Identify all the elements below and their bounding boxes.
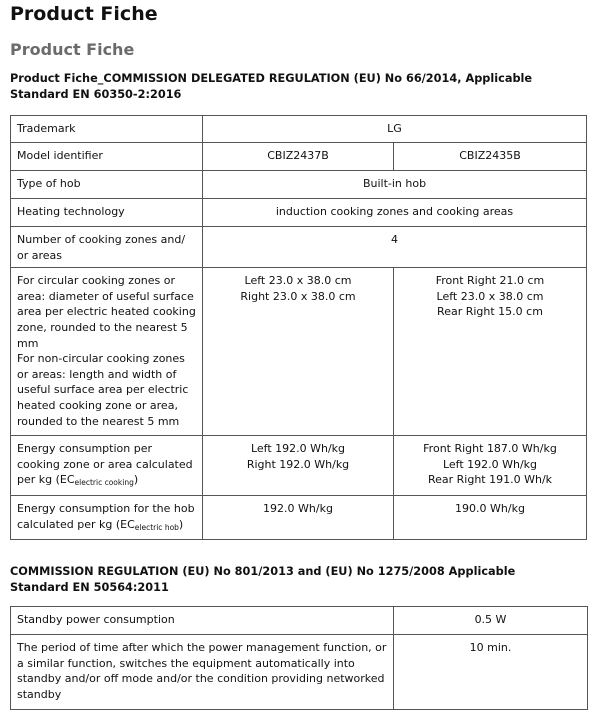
table-row-period: [11, 635, 588, 710]
hob-type-value: Built-in hob: [362, 177, 427, 190]
energy-zone-a-left: Left 192.0 Wh/kg: [250, 442, 346, 456]
table-row-heating: [11, 199, 587, 227]
table-row-zones: [11, 227, 587, 268]
energy-zone-b-cell: [394, 436, 587, 496]
energy-zone-label: Energy consumption per cooking zone or area calculated per kg $(EC_{electric cooking})$: [17, 442, 193, 488]
energy-hob-a-value: 192.0 Wh/kg: [263, 502, 333, 516]
table-row-dimensions: [11, 268, 587, 436]
heating-label: Heating technology: [17, 205, 125, 218]
dimensions-label-noncircular: For non-circular cooking zones or areas: length and width of useful surface area per electric heated cooking zone or area, rounded to the nearest 5 mm: [17, 352, 189, 428]
period-label: The period of time after which the power management function, or a similar function, switches the equipment automatically into standby and/or off mode and/or the condition providing networked standby: [17, 641, 387, 701]
trademark-label-cell: [11, 116, 203, 143]
standby-label: Standby power consumption: [17, 613, 175, 626]
period-value-cell: [394, 635, 588, 710]
zones-label-cell: [11, 227, 203, 268]
table-row-energy-hob: [11, 496, 587, 540]
model-b-value: CBIZ2435B: [459, 149, 521, 162]
energy-zone-b-left: Left 192.0 Wh/kg: [442, 457, 538, 471]
hob-type-label-cell: [11, 171, 203, 199]
standby-table: [10, 606, 588, 710]
standby-label-cell: [11, 607, 394, 635]
trademark-label: Trademark: [17, 122, 76, 135]
page-title: Product Fiche: [10, 3, 158, 25]
model-label: Model identifier: [17, 149, 103, 162]
energy-zone-b-rear-right: Rear Right 191.0 Wh/k: [427, 473, 553, 487]
heating-value-cell: [203, 199, 587, 227]
trademark-value: LG: [387, 122, 402, 135]
dimensions-label-circular: For circular cooking zones or area: diameter of useful surface area per electric heated cooking zone, rounded to the nearest 5 mm: [17, 274, 196, 350]
energy-zone-a-right: Right 192.0 Wh/kg: [246, 457, 350, 471]
page-subtitle: Product Fiche: [10, 40, 135, 59]
model-label-cell: [11, 143, 203, 171]
energy-hob-b-cell: [394, 496, 587, 540]
dimensions-b-left: Left 23.0 x 38.0 cm: [436, 289, 544, 303]
model-a-cell: [203, 143, 394, 171]
period-label-cell: [11, 635, 394, 710]
standby-value: 0.5 W: [474, 613, 507, 626]
section-heading-regulation-66: Product Fiche_COMMISSION DELEGATED REGULATION (EU) No 66/2014, Applicable Standard EN 60350-2:2016: [10, 72, 533, 101]
energy-hob-label: Energy consumption for the hob calculated per kg $(EC_{electric hob})$: [17, 502, 195, 532]
period-value: 10 min.: [469, 641, 512, 654]
energy-zone-label-cell: [11, 436, 203, 496]
model-b-cell: [394, 143, 587, 171]
model-a-value: CBIZ2437B: [267, 149, 329, 162]
heating-label-cell: [11, 199, 203, 227]
dimensions-b-rear-right: Rear Right 15.0 cm: [437, 305, 543, 319]
zones-label: Number of cooking zones and/ or areas: [17, 233, 186, 262]
table-row-energy-zone: [11, 436, 587, 496]
dimensions-a-cell: [203, 268, 394, 436]
dimensions-a-right: Right 23.0 x 38.0 cm: [240, 289, 356, 303]
standby-value-cell: [394, 607, 588, 635]
section-heading-regulation-801: COMMISSION REGULATION (EU) No 801/2013 and (EU) No 1275/2008 Applicable Standard EN 50564:2011: [10, 565, 516, 594]
dimensions-label-cell: [11, 268, 203, 436]
product-fiche-table: [10, 115, 587, 540]
dimensions-a-left: Left 23.0 x 38.0 cm: [244, 274, 352, 288]
zones-value-cell: [203, 227, 587, 268]
zones-value: 4: [391, 233, 398, 246]
heating-value: induction cooking zones and cooking areas: [275, 205, 514, 218]
trademark-value-cell: [203, 116, 587, 143]
energy-zone-b-front-right: Front Right 187.0 Wh/kg: [423, 442, 557, 456]
table-row-hob-type: [11, 171, 587, 199]
energy-hob-b-value: 190.0 Wh/kg: [455, 502, 525, 516]
table-row-trademark: [11, 116, 587, 143]
hob-type-label: Type of hob: [17, 177, 81, 190]
energy-hob-label-cell: [11, 496, 203, 540]
dimensions-b-front-right: Front Right 21.0 cm: [435, 274, 545, 288]
energy-zone-a-cell: [203, 436, 394, 496]
energy-hob-label-subscript: electric hob: [134, 522, 179, 532]
table-row-model: [11, 143, 587, 171]
dimensions-b-cell: [394, 268, 587, 436]
energy-hob-a-cell: [203, 496, 394, 540]
energy-zone-label-subscript: electric cooking: [74, 478, 134, 488]
hob-type-value-cell: [203, 171, 587, 199]
table-row-standby: [11, 607, 588, 635]
